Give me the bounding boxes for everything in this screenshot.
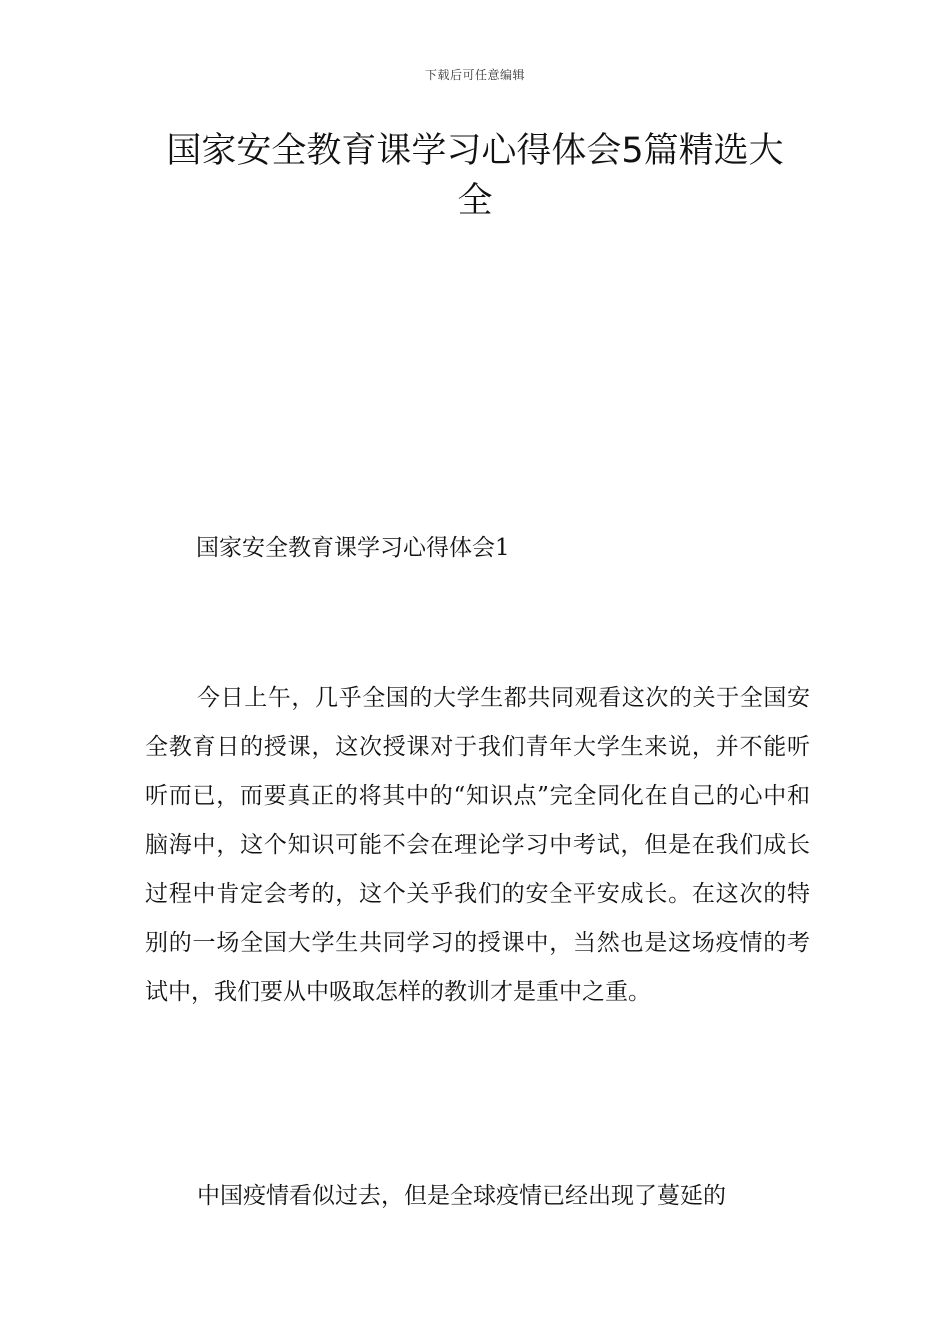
header-note: 下载后可任意编辑 <box>424 68 525 82</box>
section-heading: 国家安全教育课学习心得体会1 <box>196 535 510 561</box>
body-paragraph-2: 中国疫情看似过去，但是全球疫情已经出现了蔓延的 <box>197 1183 726 1209</box>
body-paragraph-1: 今日上午，几乎全国的大学生都共同观看这次的关于全国安全教育日的授课，这次授课对于我们青年大学生来说，并不能听听而已，而要真正的将其中的“知识点”完全同化在自己的心中和脑海中，这个知识可能不会在理论学习中考试，但是在我们成长过程中肯定会考的，这个关乎我们的安全平安成长。在这次的特别的一场全国大学生共同学习的授课中，当然也是这场疫情的考试中，我们要从中吸取怎样的教训才是重中之重。 <box>145 685 810 1005</box>
document-title: 国家安全教育课学习心得体会5篇精选大全 <box>166 131 784 221</box>
